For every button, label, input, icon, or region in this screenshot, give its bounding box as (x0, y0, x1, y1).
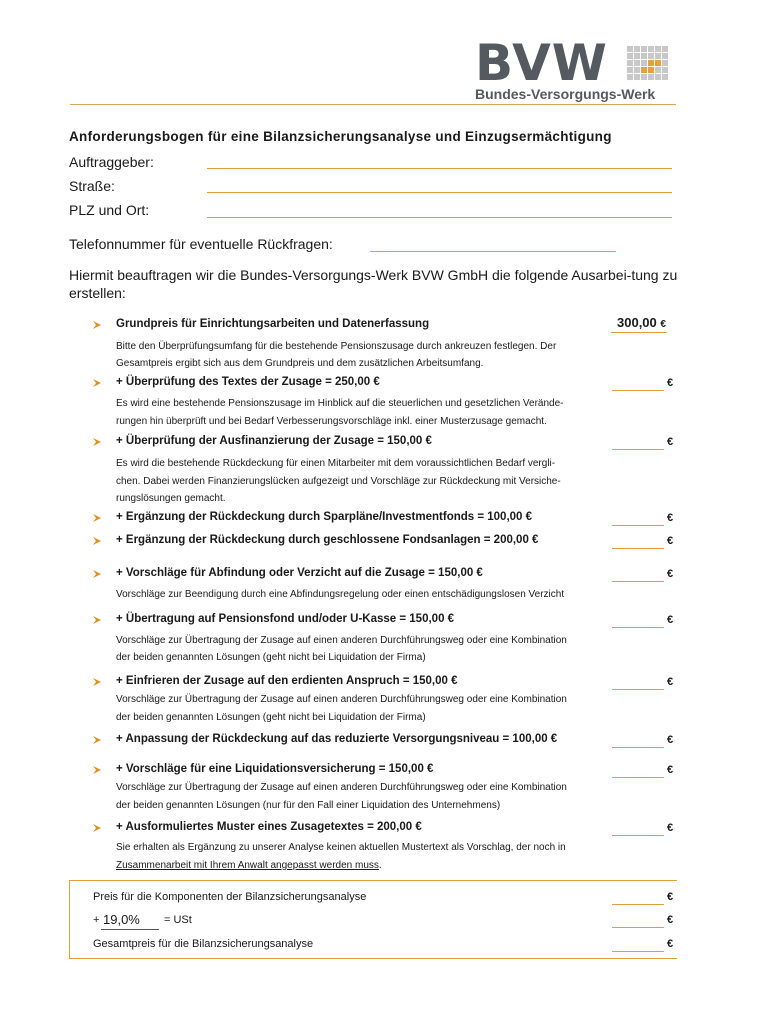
arrow-bullet-icon (92, 536, 102, 546)
header-divider (70, 104, 676, 105)
item-title: Grundpreis für Einrichtungsarbeiten und Datenerfassung (116, 318, 430, 330)
arrow-bullet-icon (92, 735, 102, 745)
euro-sign: € (667, 938, 674, 950)
base-price-line (611, 332, 667, 333)
form-title: Anforderungsbogen für eine Bilanzsicherungsanalyse und Einzugsermächtigung (69, 129, 612, 144)
item-title: + Anpassung der Rückdeckung auf das reduzierte Versorgungsniveau = 100,00 € (116, 733, 558, 745)
euro-sign: € (667, 377, 674, 389)
euro-sign: € (667, 822, 674, 834)
item-desc-line: der beiden genannten Lösungen (geht nicht bei Liquidation der Firma) (116, 652, 426, 663)
item-desc-line: Es wird die bestehende Rückdeckung für einen Mitarbeiter mit dem voraussichtlichen Bedarf vergli- (116, 458, 556, 469)
item-desc-line: Vorschläge zur Übertragung der Zusage auf einen anderen Durchführungsweg oder eine Kombination (116, 694, 567, 705)
item-desc-line: rungen hin überprüft und bei Bedarf Verbesserungsvorschläge inkl. einer Musterzusage gemacht. (116, 416, 547, 427)
amount-line[interactable] (612, 449, 664, 450)
item-desc-line: Es wird eine bestehende Pensionszusage im Hinblick auf die steuerlichen und gesetzlichen Verände- (116, 398, 564, 409)
euro-sign: € (667, 568, 674, 580)
phone-label: Telefonnummer für eventuelle Rückfragen: (69, 236, 333, 252)
item-title: + Ergänzung der Rückdeckung durch geschlossene Fondsanlagen = 200,00 € (116, 534, 539, 546)
bvw-logo (475, 34, 675, 104)
item-title: + Überprüfung der Ausfinanzierung der Zusage = 150,00 € (116, 435, 432, 447)
item-desc-line: Gesamtpreis ergibt sich aus dem Grundpreis und dem zusätzlichen Arbeitsumfang. (116, 358, 484, 369)
arrow-bullet-icon (92, 513, 102, 523)
amount-line[interactable] (612, 777, 664, 778)
euro-sign: € (667, 764, 674, 776)
street-label: Straße: (69, 178, 115, 194)
amount-line[interactable] (612, 904, 664, 905)
euro-sign: € (667, 436, 674, 448)
vat-rate-line (101, 929, 159, 930)
totals-left-rule (69, 880, 70, 959)
amount-line[interactable] (612, 747, 664, 748)
item-desc-line: rungslösungen gemacht. (116, 493, 226, 504)
item-title: + Überprüfung des Textes der Zusage = 250,00 € (116, 376, 380, 388)
vat-rate-field[interactable]: 19,0% (103, 912, 140, 927)
logo-subtitle: Bundes-Versorgungs-Werk (475, 86, 656, 102)
note-tail: . (378, 860, 382, 871)
arrow-bullet-icon (92, 823, 102, 833)
city-input-line[interactable] (207, 217, 672, 218)
client-label: Auftraggeber: (69, 154, 154, 170)
arrow-bullet-icon (92, 437, 102, 447)
item-title: + Übertragung auf Pensionsfond und/oder U-Kasse = 150,00 € (116, 613, 455, 625)
total-price-label: Gesamtpreis für die Bilanzsicherungsanalyse (93, 938, 314, 950)
intro-text: Hiermit beauftragen wir die Bundes-Versorgungs-Werk BVW GmbH die folgende Ausarbei-tung zu erstellen: (69, 267, 678, 301)
city-label: PLZ und Ort: (69, 202, 150, 218)
amount-line[interactable] (612, 581, 664, 582)
phone-input-line[interactable] (370, 251, 616, 252)
euro-sign: € (667, 891, 674, 903)
amount-line[interactable] (612, 627, 664, 628)
components-price-label: Preis für die Komponenten der Bilanzsicherungsanalyse (93, 891, 367, 903)
amount-line[interactable] (612, 835, 664, 836)
euro-sign: € (667, 535, 674, 547)
item-desc-line: Vorschläge zur Übertragung der Zusage auf einen anderen Durchführungsweg oder eine Kombination (116, 782, 567, 793)
item-title: + Ausformuliertes Muster eines Zusagetextes = 200,00 € (116, 821, 422, 833)
vat-label: = USt (164, 914, 192, 926)
item-title: + Einfrieren der Zusage auf den erdienten Anspruch = 150,00 € (116, 675, 458, 687)
totals-bottom-rule (69, 958, 677, 959)
amount-line[interactable] (612, 525, 664, 526)
euro-sign: € (667, 512, 674, 524)
euro-sign: € (667, 676, 674, 688)
amount-line[interactable] (612, 390, 664, 391)
item-desc-line (116, 857, 606, 875)
item-title: + Ergänzung der Rückdeckung durch Sparpläne/Investmentfonds = 100,00 € (116, 511, 533, 523)
logo-mark: BVW (475, 34, 608, 92)
item-title: + Vorschläge für Abfindung oder Verzicht auf die Zusage = 150,00 € (116, 567, 483, 579)
amount-line[interactable] (612, 689, 664, 690)
arrow-bullet-icon (92, 765, 102, 775)
arrow-bullet-icon (92, 378, 102, 388)
logo-grid-icon (627, 46, 668, 80)
arrow-bullet-icon (92, 615, 102, 625)
amount-line[interactable] (612, 548, 664, 549)
item-title: + Vorschläge für eine Liquidationsversicherung = 150,00 € (116, 763, 434, 775)
item-desc-line: Bitte den Überprüfungsumfang für die bestehende Pensionszusage durch ankreuzen festlegen. Der (116, 341, 557, 352)
arrow-bullet-icon (92, 320, 102, 330)
item-desc-line: Vorschläge zur Beendigung durch eine Abfindungsregelung oder einen entschädigungslosen Verzicht (116, 589, 565, 600)
vat-prefix: + (93, 914, 100, 926)
amount-line[interactable] (612, 927, 664, 928)
underlined-note: Zusammenarbeit mit Ihrem Anwalt angepasst werden muss (116, 860, 379, 871)
totals-top-rule (69, 880, 677, 881)
street-input-line[interactable] (207, 192, 672, 193)
arrow-bullet-icon (92, 569, 102, 579)
item-desc-line: chen. Dabei werden Finanzierungslücken aufgezeigt und Vorschläge zur Rückdeckung mit Versiche- (116, 476, 561, 487)
base-price-value: 300,00 € (617, 315, 666, 330)
item-desc-line: Vorschläge zur Übertragung der Zusage auf einen anderen Durchführungsweg oder eine Kombination (116, 635, 567, 646)
euro-sign: € (667, 914, 674, 926)
euro-sign: € (667, 734, 674, 746)
item-desc-line: Sie erhalten als Ergänzung zu unserer Analyse keinen aktuellen Mustertext als Vorschlag, der noch in (116, 842, 566, 853)
amount-line[interactable] (612, 951, 664, 952)
arrow-bullet-icon (92, 677, 102, 687)
client-input-line[interactable] (207, 168, 672, 169)
item-desc-line: der beiden genannten Lösungen (nur für den Fall einer Liquidation des Unternehmens) (116, 800, 501, 811)
item-desc-line: der beiden genannten Lösungen (geht nicht bei Liquidation der Firma) (116, 712, 426, 723)
euro-sign: € (667, 614, 674, 626)
